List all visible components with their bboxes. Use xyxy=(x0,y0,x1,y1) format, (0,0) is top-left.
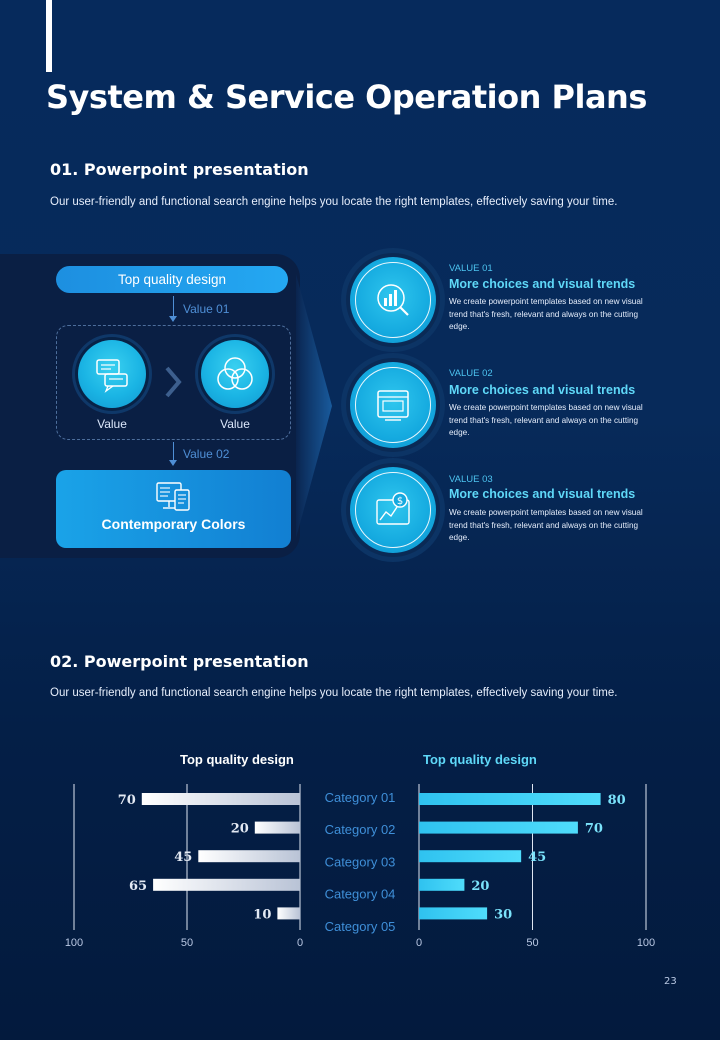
left-axis-tick-label: 50 xyxy=(180,937,194,949)
value01-label: Value 01 xyxy=(183,302,230,316)
value03-circle xyxy=(350,467,436,553)
value-circle-right-label: Value xyxy=(220,417,250,431)
left-bar-value-label: 20 xyxy=(230,821,249,837)
value01-heading: More choices and visual trends xyxy=(449,277,636,291)
page-title: System & Service Operation Plans xyxy=(46,78,647,116)
left-bar xyxy=(198,850,300,862)
left-bar-value-label: 10 xyxy=(253,907,272,923)
right-axis-tick-label: 0 xyxy=(415,937,423,949)
money-pin-chart-icon xyxy=(373,490,413,530)
down-arrow-1 xyxy=(173,296,174,317)
value-circle-left-label: Value xyxy=(97,417,127,431)
left-bar-value-label: 45 xyxy=(174,850,193,866)
butterfly-bar-chart xyxy=(0,770,720,960)
right-bar-value-label: 30 xyxy=(494,907,513,923)
right-bar-value-label: 20 xyxy=(471,878,490,894)
left-bar-value-label: 70 xyxy=(117,793,136,808)
value-circle-right xyxy=(201,340,269,408)
venn-circles-icon xyxy=(213,352,257,396)
category-label: Category 03 xyxy=(324,854,396,870)
left-bar xyxy=(277,907,300,919)
monitor-documents-icon xyxy=(155,480,193,514)
left-bar-value-label: 65 xyxy=(129,878,148,894)
right-chart-title: Top quality design xyxy=(423,752,537,767)
left-axis-tick-label: 100 xyxy=(64,937,84,949)
svg-text:$: $ xyxy=(396,496,404,507)
category-label: Category 02 xyxy=(324,822,396,838)
left-chart-title: Top quality design xyxy=(180,752,294,767)
right-bar xyxy=(419,793,601,805)
category-label: Category 04 xyxy=(324,886,396,902)
value03-text: We create powerpoint templates based on new visual trend that's fresh, relevant and always on the cutting edge. xyxy=(449,508,643,542)
value03-tag: VALUE 03 xyxy=(449,474,493,485)
chart-magnifier-icon xyxy=(373,280,413,320)
chat-bubbles-icon xyxy=(92,354,132,394)
value01-tag: VALUE 01 xyxy=(449,263,493,274)
right-bar xyxy=(419,822,578,834)
value02-heading: More choices and visual trends xyxy=(449,383,636,397)
page-number: 23 xyxy=(664,976,677,987)
contemporary-colors-label: Contemporary Colors xyxy=(101,516,246,532)
section2-description: Our user-friendly and functional search engine helps you locate the right templates, effectively saving your time. xyxy=(50,687,618,699)
left-bar xyxy=(255,822,300,834)
right-bar-value-label: 70 xyxy=(584,821,603,837)
right-bar xyxy=(419,879,464,891)
left-bar xyxy=(142,793,300,805)
right-bar xyxy=(419,907,487,919)
category-label: Category 05 xyxy=(324,918,396,934)
title-accent-bar xyxy=(46,0,52,72)
right-bar-value-label: 45 xyxy=(528,850,547,866)
value-circle-left xyxy=(78,340,146,408)
value03-heading: More choices and visual trends xyxy=(449,487,636,501)
value01-circle xyxy=(350,257,436,343)
right-axis-tick-label: 100 xyxy=(636,937,656,949)
category-label: Category 01 xyxy=(324,790,396,805)
section1-heading: 01. Powerpoint presentation xyxy=(50,160,309,179)
left-axis-tick-label: 0 xyxy=(296,937,304,949)
section2-heading: 02. Powerpoint presentation xyxy=(50,652,309,671)
value02-tag: VALUE 02 xyxy=(449,368,493,379)
right-bar xyxy=(419,850,521,862)
value01-text: We create powerpoint templates based on new visual trend that's fresh, relevant and always on the cutting edge. xyxy=(449,297,643,331)
right-axis-tick-label: 50 xyxy=(526,937,539,949)
right-bar-value-label: 80 xyxy=(607,793,626,808)
value02-label: Value 02 xyxy=(183,447,230,461)
value02-text: We create powerpoint templates based on new visual trend that's fresh, relevant and always on the cutting edge. xyxy=(449,403,643,437)
section1-description: Our user-friendly and functional search engine helps you locate the right templates, effectively saving your time. xyxy=(50,196,618,208)
chevron-right-icon xyxy=(164,365,182,399)
value02-circle xyxy=(350,362,436,448)
panel-arrow xyxy=(296,254,336,558)
left-bar xyxy=(153,879,300,891)
down-arrow-2 xyxy=(173,442,174,461)
contemporary-colors-box xyxy=(56,470,291,548)
top-quality-pill: Top quality design xyxy=(56,266,288,293)
browser-window-icon xyxy=(373,385,413,425)
